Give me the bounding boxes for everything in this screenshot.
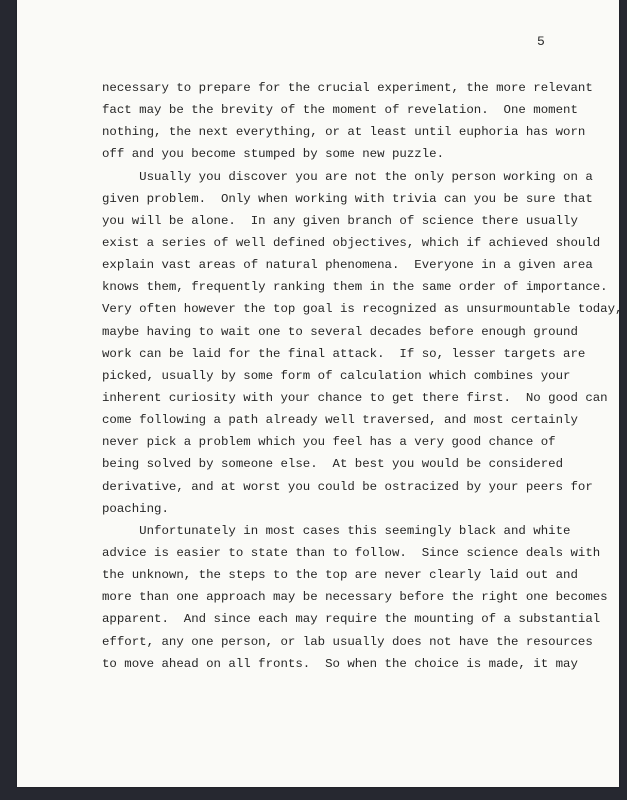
text-line: off and you become stumped by some new puzzle. xyxy=(102,147,445,162)
text-line: derivative, and at worst you could be ostracized by your peers for xyxy=(102,479,593,494)
text-line: Usually you discover you are not the only person working on a xyxy=(102,169,593,184)
text-line: work can be laid for the final attack. If so, lesser targets are xyxy=(102,346,586,361)
text-line: picked, usually by some form of calculation which combines your xyxy=(102,368,571,383)
text-line: Very often however the top goal is recognized as unsurmountable today, xyxy=(102,302,623,317)
text-line: never pick a problem which you feel has a very good chance of xyxy=(102,435,556,450)
text-line: apparent. And since each may require the mounting of a substantial xyxy=(102,612,601,627)
text-line: you will be alone. In any given branch of science there usually xyxy=(102,213,578,228)
text-line: inherent curiosity with your chance to get there first. No good can xyxy=(102,390,608,405)
text-line: advice is easier to state than to follow. Since science deals with xyxy=(102,545,601,560)
text-line: to move ahead on all fronts. So when the choice is made, it may xyxy=(102,656,578,671)
text-line: fact may be the brevity of the moment of revelation. One moment xyxy=(102,103,578,118)
typewritten-body xyxy=(102,77,623,675)
text-line: Unfortunately in most cases this seemingly black and white xyxy=(102,523,571,538)
text-line: nothing, the next everything, or at least until euphoria has worn xyxy=(102,125,586,140)
page-number: 5 xyxy=(537,34,545,49)
text-line: necessary to prepare for the crucial experiment, the more relevant xyxy=(102,81,593,95)
text-line: the unknown, the steps to the top are never clearly laid out and xyxy=(102,568,578,583)
text-line: exist a series of well defined objectives, which if achieved should xyxy=(102,235,601,250)
text-line: given problem. Only when working with trivia can you be sure that xyxy=(102,191,593,206)
text-line: explain vast areas of natural phenomena. Everyone in a given area xyxy=(102,258,593,273)
paper-sheet xyxy=(17,0,623,787)
text-line: come following a path already well traversed, and most certainly xyxy=(102,413,578,428)
text-line: being solved by someone else. At best you would be considered xyxy=(102,457,564,472)
text-line: knows them, frequently ranking them in the same order of importance. xyxy=(102,280,608,295)
text-line: effort, any one person, or lab usually does not have the resources xyxy=(102,634,593,649)
text-line: more than one approach may be necessary before the right one becomes xyxy=(102,590,608,605)
text-line: poaching. xyxy=(102,501,169,516)
text-line: maybe having to wait one to several decades before enough ground xyxy=(102,324,578,339)
